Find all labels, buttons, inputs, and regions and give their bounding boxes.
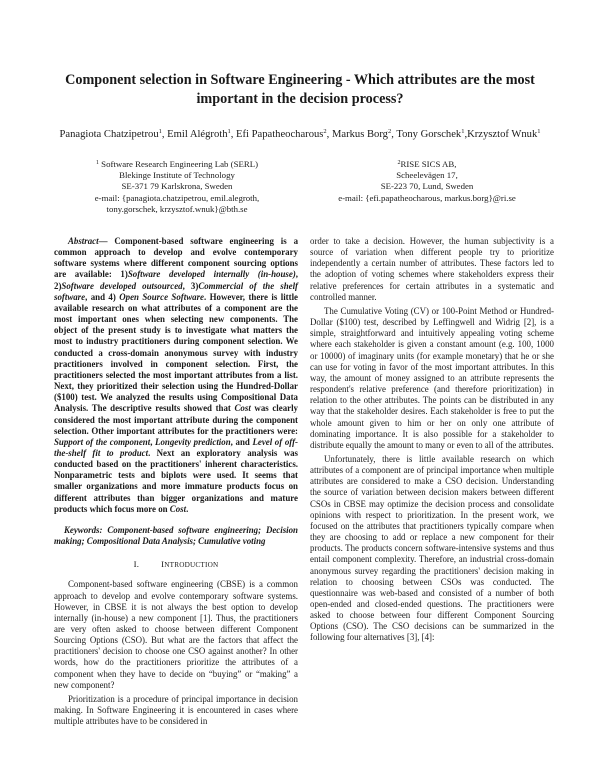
email: e-mail: {efi.papatheocharous, markus.borg}@ri.se <box>338 192 516 203</box>
paragraph: order to take a decision. However, the human subjectivity is a source of variation when different people try to prioritize independently a certain number of attributes. These factors led to the adoption of voting schemes where stakeholders express their relative preferences for certain attributes in a systematic and controlled manner. <box>310 236 554 302</box>
paragraph: Component-based software engineering (CBSE) is a common approach to develop and evolve contemporary software systems. However, in CBSE it is not always the best option to develop internally (in-house) a new component [1]. Thus, the practitioners are very often asked to choose between different Component Sourcing Options (CSO). But what are the factors that affect the practitioners' decision to choose one CSO against another? In other words, how do the practitioners prioritize the attributes of a component when they have to decide on “buying” or “making” a new component? <box>54 579 298 690</box>
section-heading: I. INTRODUCTION <box>133 559 219 570</box>
email: e-mail: {panagiota.chatzipetrou, emil.alegroth, <box>94 192 260 203</box>
affiliation-left: $^1$ Software Research Engineering Lab (SERL) Blekinge Institute of Technology SE-371 79 Karlskrona, Sweden e-mail: {panagiota.chatzipetrou, emil.alegroth, tony.gorschek, krzysztof.wnuk}@bth.se <box>62 159 292 215</box>
paragraph: Prioritization is a procedure of principal importance in decision making. In Software Engineering it is encountered in cases where multiple attributes have to be considered in <box>54 693 298 727</box>
right-column <box>310 236 554 644</box>
author: Emil Alégroth$^1$, <box>167 128 237 140</box>
author: Tony Gorschek$^1$, <box>396 128 468 140</box>
affiliation-right: $^2$RISE SICS AB, Scheelevägen 17, SE-223 70, Lund, Sweden e-mail: {efi.papatheocharous, markus.borg}@ri.se <box>312 159 542 204</box>
abstract: Abstract— Component-based software engineering is a common approach to develop and evolve contemporary software systems where different component sourcing options are available: 1)Software developed internally (in-house), 2)Software developed outsourced, 3)Commercial of the shelf software, and 4) Open Source Software. However, there is little available research on what attributes of a component are the most important ones when selecting new components. The object of the present study is to investigate what matters the most to industry practitioners during component selection. We conducted a cross-domain anonymous survey with industry practitioners involved in component selection. First, the practitioners selected the most important attributes from a list. Next, they prioritized their selection using the Hundred-Dollar ($100) test. We analyzed the results using Compositional Data Analysis. The descriptive results showed that Cost was clearly considered the most important attribute during the component selection. Other important attributes for the practitioners were: Support of the component, Longevity prediction, and Level of off-the-shelf fit to product. Next an exploratory analysis was conducted based on the practitioners' inherent characteristics. Nonparametric tests and biplots were used. It seems that smaller organizations and more immature products focus on different attributes than bigger organizations and mature products which focus more on Cost. <box>54 236 299 514</box>
left-column <box>54 236 298 727</box>
email: tony.gorschek, krzysztof.wnuk}@bth.se <box>106 203 248 214</box>
author: Markus Borg$^2$, <box>331 128 397 140</box>
author-list <box>40 128 560 141</box>
author: Panagiota Chatzipetrou$^1$, <box>59 128 168 140</box>
paragraph: Unfortunately, there is little available research on which attributes of a component are of principal importance when multiple attributes are considered to make a CSO decision. Understanding the source of variation between decision makers between different CSOs in CBSE may optimize the decision process and consolidate opinions with respect to prioritization. In the present work, we focused on the attributes that practitioners typically compare when they are choosing to add or replace a new component for their products. The products concern software-intensive systems and thus entail component complexity. Therefore, an industrial cross-domain anonymous survey regarding the practitioners' decision making in relation to choosing between CSOs was conducted. The questionnaire was web-based and consisted of a number of both open-ended and closed-ended questions. The practitioners were asked to choose between four different Component Sourcing Options (CSO). The CSO decisions can be summarized in the following four alternatives [3], [4]: <box>310 453 554 643</box>
author: Efi Papatheocharous$^2$, <box>236 128 332 140</box>
author: Krzysztof Wnuk$^1$ <box>467 128 541 140</box>
keywords: Keywords: Component-based software engineering; Decision making; Compositional Data Analysis; Cumulative voting <box>54 524 298 547</box>
paragraph: The Cumulative Voting (CV) or 100-Point Method or Hundred-Dollar ($100) test, described by Leffingwell and Widrig [2], is a simple, straightforward and intuitively appealing voting scheme where each stakeholder is given a constant amount (e.g. 100, 1000 or 10000) of imaginary units (for example monetary) that he or she can use for voting in favor of the most important attributes. In this way, the amount of money assigned to an attribute represents the respondent's relative preference (and therefore prioritization) in relation to the other attributes. The points can be distributed in any way that the stakeholder desires. Each stakeholder is free to put the whole amount given to him or her on only one attribute of dominating importance. It is also possible for a stakeholder to distribute equally the amount to many or even to all of the attributes. <box>310 305 554 450</box>
paper-title: Component selection in Software Engineering - Which attributes are the most important in the decision process? <box>65 72 535 107</box>
